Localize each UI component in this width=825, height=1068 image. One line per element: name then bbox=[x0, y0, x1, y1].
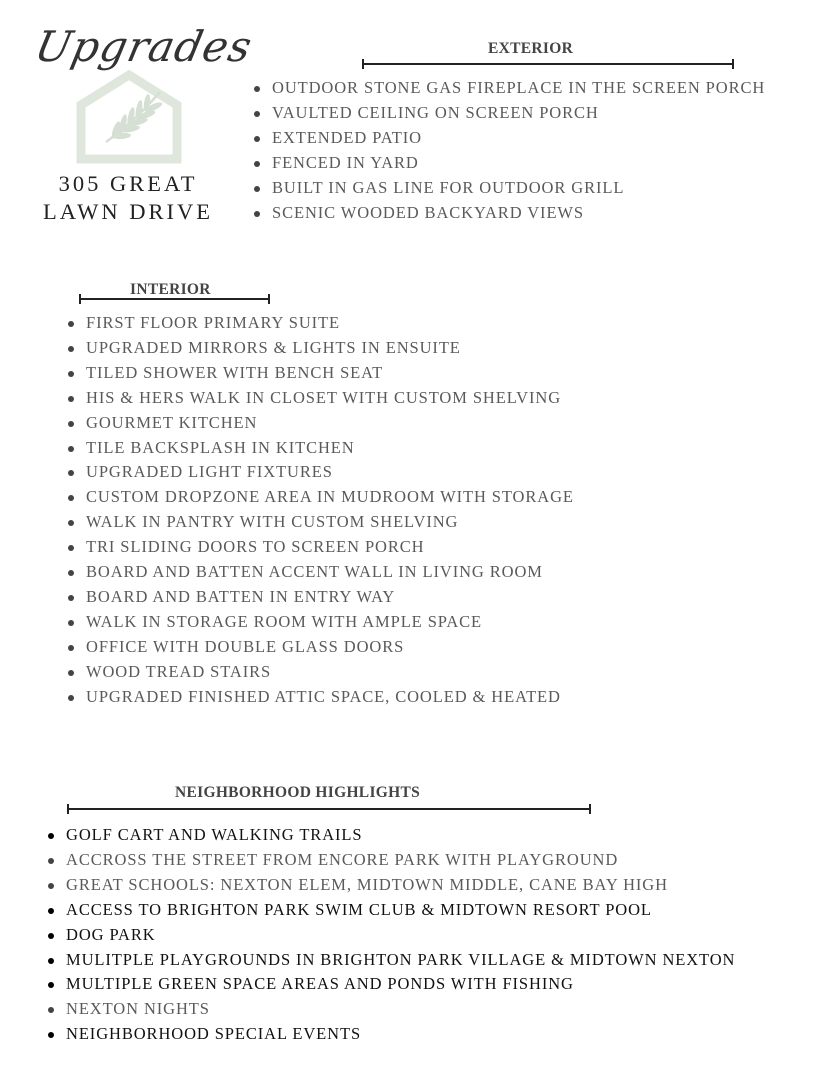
list-item: SCENIC WOODED BACKYARD VIEWS bbox=[254, 201, 765, 226]
interior-heading: INTERIOR bbox=[130, 281, 211, 298]
list-item: NEIGHBORHOOD SPECIAL EVENTS bbox=[48, 1022, 735, 1047]
exterior-list bbox=[254, 76, 765, 225]
list-item: WALK IN STORAGE ROOM WITH AMPLE SPACE bbox=[68, 610, 574, 635]
list-item: BOARD AND BATTEN IN ENTRY WAY bbox=[68, 585, 574, 610]
address-line-1: 305 GREAT bbox=[58, 171, 198, 196]
list-item: ACCESS TO BRIGHTON PARK SWIM CLUB & MIDTOWN RESORT POOL bbox=[48, 898, 735, 923]
list-item: ACCROSS THE STREET FROM ENCORE PARK WITH PLAYGROUND bbox=[48, 848, 735, 873]
neighborhood-heading-rule bbox=[67, 808, 591, 810]
list-item: GREAT SCHOOLS: NEXTON ELEM, MIDTOWN MIDDLE, CANE BAY HIGH bbox=[48, 873, 735, 898]
list-item: UPGRADED LIGHT FIXTURES bbox=[68, 460, 574, 485]
list-item: EXTENDED PATIO bbox=[254, 126, 765, 151]
list-item: MULTIPLE GREEN SPACE AREAS AND PONDS WITH FISHING bbox=[48, 972, 735, 997]
interior-list bbox=[68, 311, 574, 710]
exterior-heading-rule bbox=[362, 63, 734, 65]
list-item: TRI SLIDING DOORS TO SCREEN PORCH bbox=[68, 535, 574, 560]
neighborhood-list bbox=[48, 823, 735, 1047]
interior-heading-rule bbox=[79, 298, 270, 300]
list-item: BUILT IN GAS LINE FOR OUTDOOR GRILL bbox=[254, 176, 765, 201]
list-item: WALK IN PANTRY WITH CUSTOM SHELVING bbox=[68, 510, 574, 535]
list-item: MULITPLE PLAYGROUNDS IN BRIGHTON PARK VILLAGE & MIDTOWN NEXTON bbox=[48, 948, 735, 973]
upgrades-script-title: Upgrades bbox=[30, 22, 257, 71]
list-item: DOG PARK bbox=[48, 923, 735, 948]
list-item: GOLF CART AND WALKING TRAILS bbox=[48, 823, 735, 848]
list-item: GOURMET KITCHEN bbox=[68, 411, 574, 436]
list-item: BOARD AND BATTEN ACCENT WALL IN LIVING ROOM bbox=[68, 560, 574, 585]
exterior-heading: EXTERIOR bbox=[488, 40, 574, 57]
address-line-2: LAWN DRIVE bbox=[42, 199, 214, 224]
list-item: TILED SHOWER WITH BENCH SEAT bbox=[68, 361, 574, 386]
house-leaf-logo-icon bbox=[76, 70, 182, 164]
list-item: FIRST FLOOR PRIMARY SUITE bbox=[68, 311, 574, 336]
property-address bbox=[28, 170, 228, 226]
list-item: HIS & HERS WALK IN CLOSET WITH CUSTOM SHELVING bbox=[68, 386, 574, 411]
list-item: UPGRADED MIRRORS & LIGHTS IN ENSUITE bbox=[68, 336, 574, 361]
neighborhood-heading: NEIGHBORHOOD HIGHLIGHTS bbox=[175, 784, 421, 801]
list-item: OFFICE WITH DOUBLE GLASS DOORS bbox=[68, 635, 574, 660]
list-item: WOOD TREAD STAIRS bbox=[68, 660, 574, 685]
list-item: VAULTED CEILING ON SCREEN PORCH bbox=[254, 101, 765, 126]
list-item: NEXTON NIGHTS bbox=[48, 997, 735, 1022]
list-item: TILE BACKSPLASH IN KITCHEN bbox=[68, 436, 574, 461]
list-item: CUSTOM DROPZONE AREA IN MUDROOM WITH STORAGE bbox=[68, 485, 574, 510]
list-item: FENCED IN YARD bbox=[254, 151, 765, 176]
list-item: OUTDOOR STONE GAS FIREPLACE IN THE SCREEN PORCH bbox=[254, 76, 765, 101]
list-item: UPGRADED FINISHED ATTIC SPACE, COOLED & HEATED bbox=[68, 685, 574, 710]
